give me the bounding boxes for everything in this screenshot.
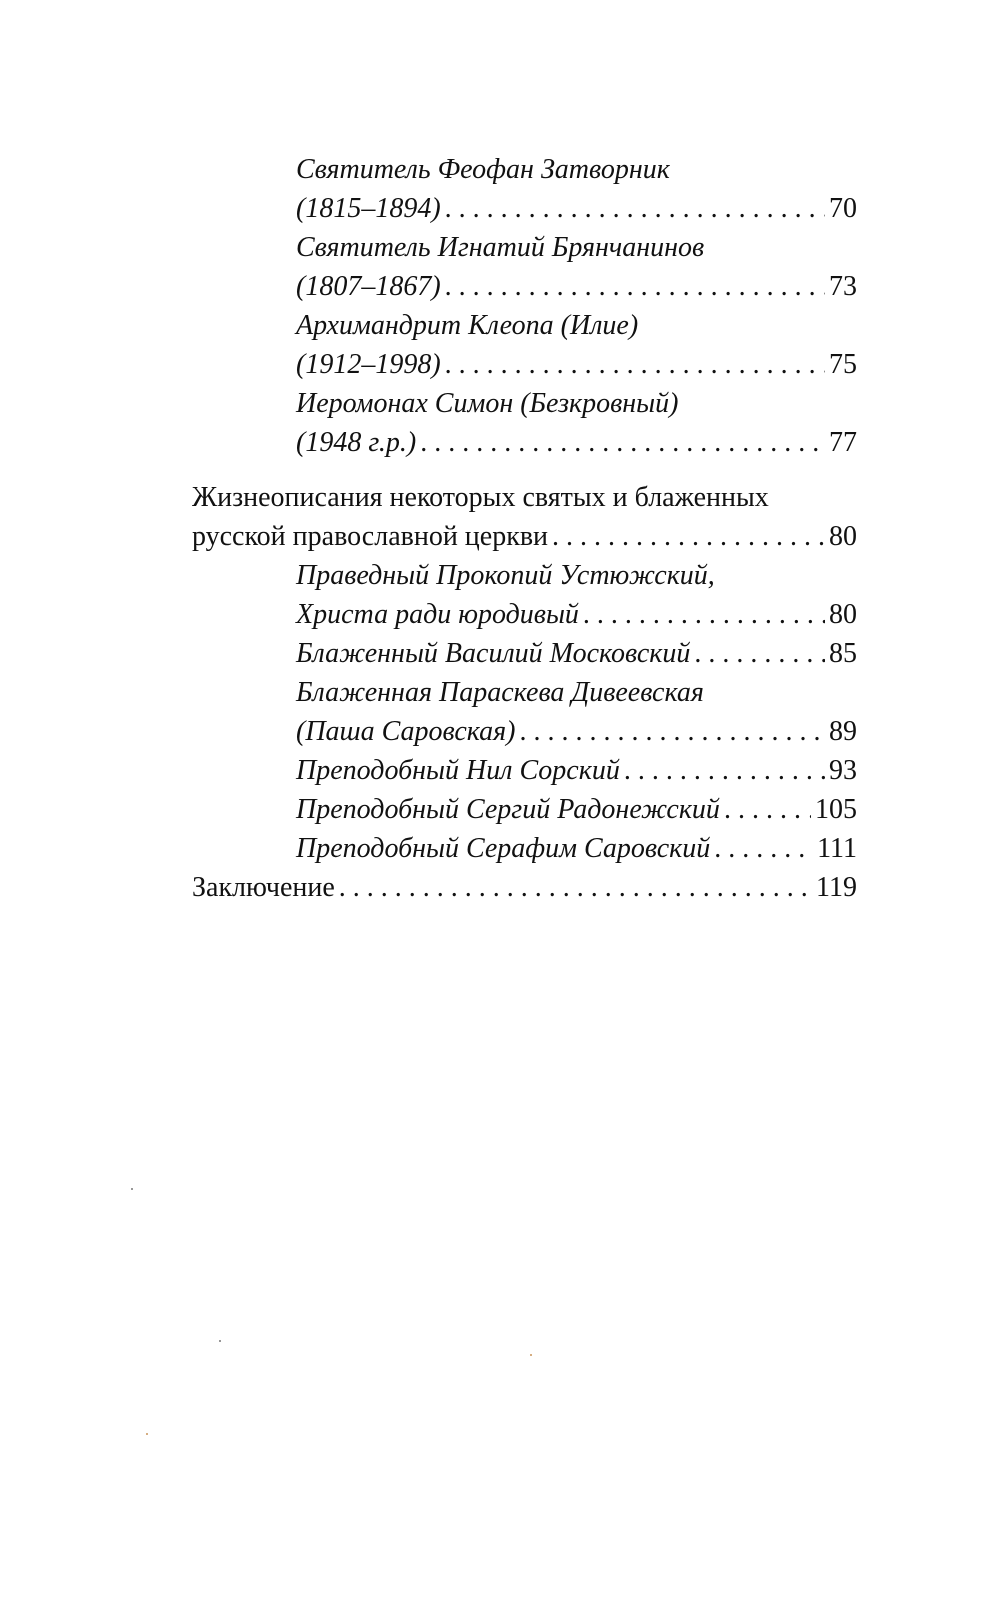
toc-entry-title: Преподобный Нил Сорский <box>296 755 620 786</box>
toc-entry <box>192 556 857 595</box>
toc-entry-title: (1948 г.р.) <box>296 427 417 458</box>
dot-leader <box>445 189 825 228</box>
toc-entry-title: Святитель Феофан Затворник <box>296 154 670 185</box>
toc-entry-title: Блаженная Параскева Дивеевская <box>296 677 704 708</box>
dot-leader <box>714 829 813 868</box>
toc-page-number: 70 <box>829 193 857 224</box>
toc-entry-title: (1807–1867) <box>296 271 441 302</box>
dot-leader <box>445 345 825 384</box>
dot-leader <box>339 868 812 907</box>
toc-entry <box>192 751 857 790</box>
dot-leader <box>445 267 825 306</box>
toc-page-number: 89 <box>829 716 857 747</box>
toc-entry <box>192 829 857 868</box>
toc-page-number: 75 <box>829 349 857 380</box>
toc-entry <box>192 634 857 673</box>
toc-entry <box>192 150 857 189</box>
toc-section-title: Заключение <box>192 872 335 903</box>
toc-entry <box>192 228 857 267</box>
toc-entry-title: (1815–1894) <box>296 193 441 224</box>
toc-page-number: 80 <box>829 521 857 552</box>
paper-speck <box>146 1433 148 1435</box>
toc-section-title: русской православной церкви <box>192 521 549 552</box>
dot-leader <box>520 712 825 751</box>
toc-page-number: 80 <box>829 599 857 630</box>
toc-section-entry <box>192 517 857 556</box>
toc-page-number: 111 <box>817 833 857 864</box>
toc-entry-title: Иеромонах Симон (Безкровный) <box>296 388 679 419</box>
toc-page-number: 77 <box>829 427 857 458</box>
toc-page-number: 105 <box>815 794 857 825</box>
toc-entry <box>192 595 857 634</box>
dot-leader <box>724 790 811 829</box>
toc-entry-title: (1912–1998) <box>296 349 441 380</box>
toc-entry <box>192 712 857 751</box>
toc-entry <box>192 306 857 345</box>
dot-leader <box>694 634 825 673</box>
dot-leader <box>624 751 825 790</box>
toc-entry <box>192 345 857 384</box>
toc-page-number: 93 <box>829 755 857 786</box>
toc-entry <box>192 673 857 712</box>
toc-entry <box>192 423 857 462</box>
toc-entry-title: Праведный Прокопий Устюжский, <box>296 560 715 591</box>
dot-leader <box>420 423 825 462</box>
toc-section-title: Жизнеописания некоторых святых и блаженных <box>192 482 769 513</box>
toc-entry-title: Святитель Игнатий Брянчанинов <box>296 232 705 263</box>
paper-speck <box>131 1188 133 1190</box>
dot-leader <box>583 595 825 634</box>
toc-page-number: 73 <box>829 271 857 302</box>
toc-page-number: 85 <box>829 638 857 669</box>
table-of-contents <box>192 150 857 907</box>
paper-speck <box>219 1340 221 1342</box>
toc-section-entry <box>192 868 857 907</box>
toc-entry <box>192 384 857 423</box>
toc-entry <box>192 189 857 228</box>
toc-entry-title: Блаженный Василий Московский <box>296 638 691 669</box>
toc-page-number: 119 <box>816 872 857 903</box>
toc-entry <box>192 267 857 306</box>
toc-entry-title: Преподобный Серафим Саровский <box>296 833 711 864</box>
toc-entry-title: Христа ради юродивый <box>296 599 579 630</box>
dot-leader <box>552 517 825 556</box>
paper-speck <box>530 1354 532 1356</box>
toc-entry-title: Архимандрит Клеопа (Илие) <box>296 310 639 341</box>
toc-entry-title: Преподобный Сергий Радонежский <box>296 794 720 825</box>
toc-section-entry <box>192 478 857 517</box>
toc-entry <box>192 790 857 829</box>
toc-entry-title: (Паша Саровская) <box>296 716 516 747</box>
